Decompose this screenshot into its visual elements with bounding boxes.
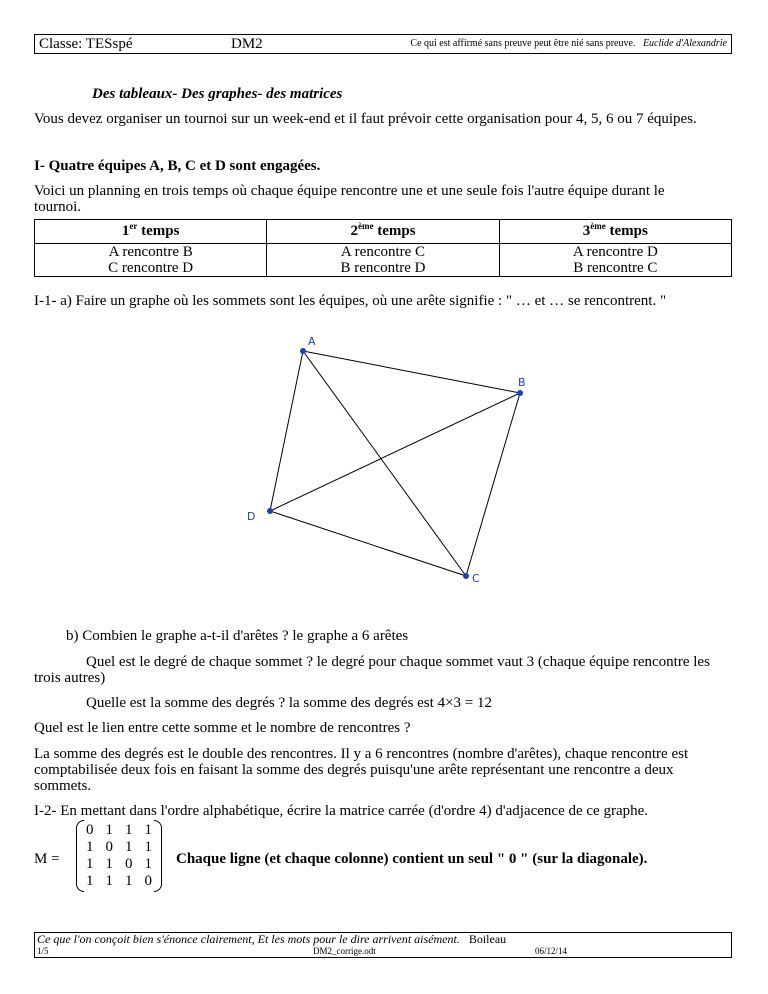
matrix-cell: 1 <box>105 873 113 889</box>
matrix-cell: 0 <box>144 873 152 889</box>
vertex-label-d: D <box>247 510 256 523</box>
matrix-cell: 0 <box>125 856 133 872</box>
question-1b: b) Combien le graphe a-t-il d'arêtes ? le graphe a 6 arêtes <box>66 628 409 644</box>
answer-line-3: sommets. <box>34 778 92 794</box>
matrix-row <box>86 856 152 872</box>
footer-quote <box>37 933 506 946</box>
table-header-cell: 1er temps <box>35 220 267 244</box>
footer-quote-author: Boileau <box>468 932 507 946</box>
class-label: Classe: TESspé <box>39 36 133 52</box>
matrix-cell: 1 <box>105 822 113 838</box>
header-quote <box>410 38 727 50</box>
page-footer <box>34 932 732 958</box>
matrix-cell: 1 <box>125 822 133 838</box>
file-name: DM2_corrige.odt <box>313 946 376 956</box>
table-cell: A rencontre C B rencontre D <box>267 244 499 277</box>
matrix-cell: 1 <box>86 873 94 889</box>
planning-text-line-2: tournoi. <box>34 199 82 215</box>
matrix-cell: 1 <box>105 856 113 872</box>
vertex-c <box>463 573 469 579</box>
footer-quote-text: Ce que l'on conçoit bien s'énonce clairement, Et les mots pour le dire arrivent aisément. <box>37 932 460 946</box>
table-cell: A rencontre D B rencontre C <box>499 244 731 277</box>
matrix-cell: 1 <box>144 856 152 872</box>
answer-line-1: La somme des degrés est le double des rencontres. Il y a 6 rencontres (nombre d'arêtes), chaque rencontre est <box>34 746 689 762</box>
matrix-cell: 1 <box>144 839 152 855</box>
matrix-cell: 1 <box>144 822 152 838</box>
document-title: Des tableaux- Des graphes- des matrices <box>92 86 343 102</box>
vertex-label-c: C <box>472 572 480 585</box>
matrix-cell: 1 <box>125 839 133 855</box>
question-1c-line-1: Quel est le degré de chaque sommet ? le degré pour chaque sommet vaut 3 (chaque équipe rencontre les <box>86 654 710 670</box>
section-heading: I- Quatre équipes A, B, C et D sont engagées. <box>34 158 321 174</box>
matrix-label: M = <box>34 851 60 867</box>
adjacency-matrix <box>76 820 162 892</box>
schedule-table <box>34 219 732 277</box>
answer-line-2: comptabilisée deux fois en faisant la somme des degrés puisqu'une arête représentant une rencontre a deux <box>34 762 674 778</box>
page-header <box>34 34 732 54</box>
question-1e: Quel est le lien entre cette somme et le nombre de rencontres ? <box>34 720 411 736</box>
intro-paragraph: Vous devez organiser un tournoi sur un week-end et il faut prévoir cette organisation pour 4, 5, 6 ou 7 équipes. <box>34 111 697 127</box>
edge-b-c <box>466 393 520 576</box>
left-parenthesis <box>76 820 84 892</box>
vertex-b <box>517 390 523 396</box>
matrix-row <box>86 822 152 838</box>
table-cell: A rencontre B C rencontre D <box>35 244 267 277</box>
document-date: 06/12/14 <box>535 946 568 956</box>
planning-text-line-1: Voici un planning en trois temps où chaque équipe rencontre une et une seule fois l'autre équipe durant le <box>34 183 665 199</box>
table-header-cell: 2ème temps <box>267 220 499 244</box>
table-row <box>35 244 732 277</box>
header-quote-text: Ce qui est affirmé sans preuve peut être nié sans preuve. <box>410 38 636 49</box>
question-1c-line-2: trois autres) <box>34 670 106 686</box>
header-quote-author: Euclide d'Alexandrie <box>642 38 727 49</box>
vertex-a <box>300 348 306 354</box>
matrix-cell: 1 <box>86 856 94 872</box>
edge-c-d <box>270 511 466 576</box>
matrix-cell: 1 <box>86 839 94 855</box>
vertex-label-b: B <box>518 376 526 389</box>
question-2: I-2- En mettant dans l'ordre alphabétique, écrire la matrice carrée (d'ordre 4) d'adjacence de ce graphe. <box>34 803 649 819</box>
right-parenthesis <box>154 820 162 892</box>
edge-a-d <box>270 351 303 511</box>
matrix-cell: 1 <box>125 873 133 889</box>
edge-a-c <box>303 351 466 576</box>
vertex-label-a: A <box>308 335 316 348</box>
table-header-cell: 3ème temps <box>499 220 731 244</box>
table-header-row <box>35 220 732 244</box>
tournament-graph <box>230 330 530 590</box>
assignment-label: DM2 <box>231 36 263 52</box>
edge-b-d <box>270 393 520 511</box>
vertex-d <box>267 508 273 514</box>
matrix-row <box>86 839 152 855</box>
matrix-cell: 0 <box>105 839 113 855</box>
question-1a: I-1- a) Faire un graphe où les sommets sont les équipes, où une arête signifie : " … et … se rencontrent. " <box>34 293 667 309</box>
question-1d: Quelle est la somme des degrés ? la somme des degrés est 4×3 = 12 <box>86 695 492 711</box>
edge-a-b <box>303 351 520 393</box>
matrix-cell: 0 <box>86 822 94 838</box>
matrix-row <box>86 873 152 889</box>
matrix-note: Chaque ligne (et chaque colonne) contient un seul " 0 " (sur la diagonale). <box>176 851 648 867</box>
page-number: 1/5 <box>37 946 49 956</box>
